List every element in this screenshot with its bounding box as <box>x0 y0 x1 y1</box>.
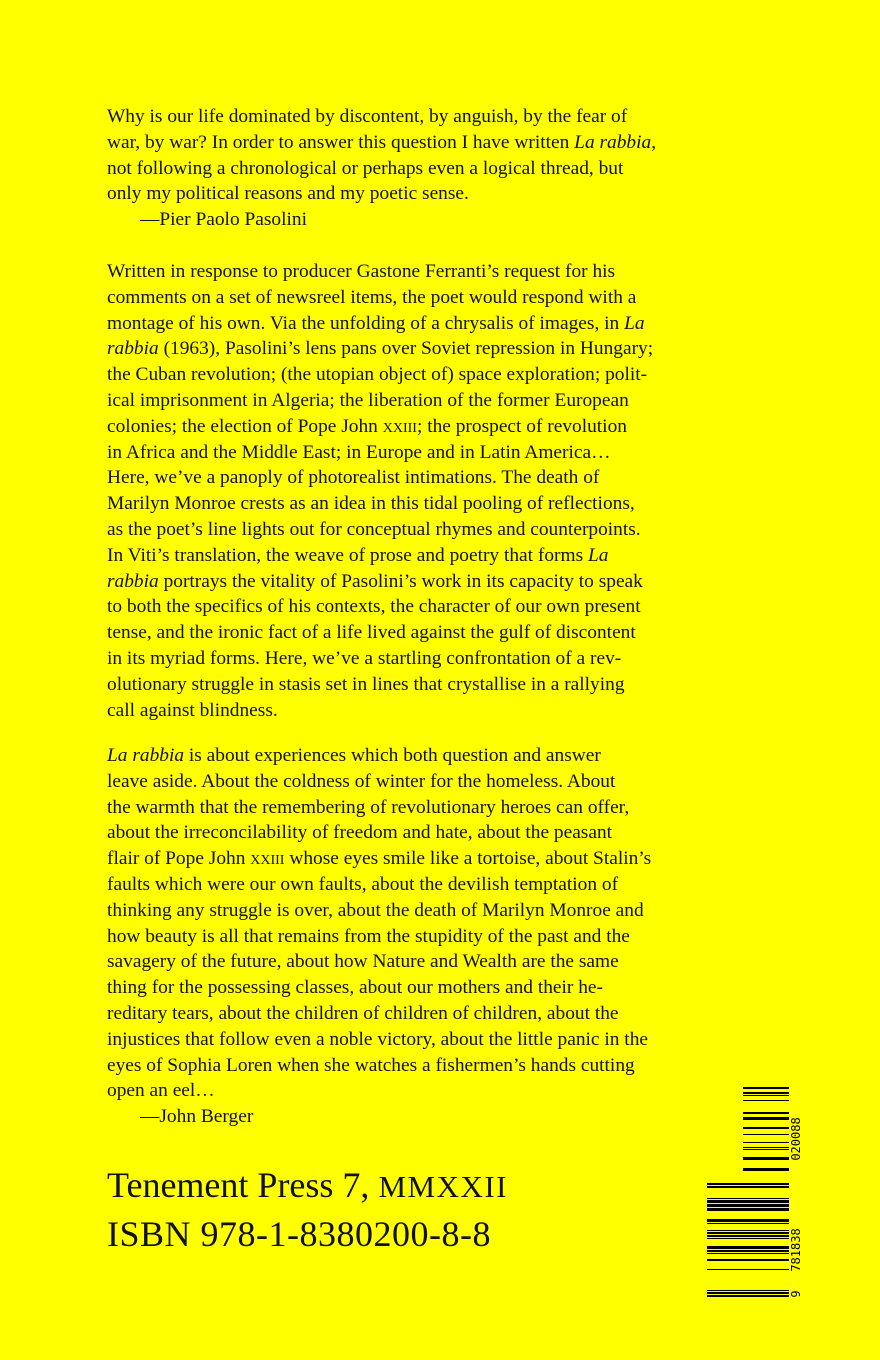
barcode-bar <box>707 1259 789 1261</box>
barcode-bar <box>707 1290 789 1291</box>
barcode-bar <box>743 1112 789 1114</box>
quote-line: war, by war? In order to answer this question I have written La rabbia, <box>107 131 657 153</box>
quote-line: not following a chronological or perhaps even a logical thread, but <box>107 157 624 179</box>
text-line: In Viti’s translation, the weave of prose and poetry that forms La <box>107 544 609 566</box>
barcode-addon-digits: 020088 <box>789 1117 803 1161</box>
barcode-bar <box>707 1253 789 1254</box>
text-line: tense, and the ironic fact of a life lived against the gulf of discontent <box>107 622 636 644</box>
barcode-bar <box>707 1208 789 1211</box>
barcode-bar <box>707 1223 789 1224</box>
text-line: thinking any struggle is over, about the death of Marilyn Monroe and <box>107 899 644 921</box>
text-line: open an eel… <box>107 1080 215 1102</box>
text-line: montage of his own. Via the unfolding of a chrysalis of images, in La <box>107 312 645 334</box>
text-line: Marilyn Monroe crests as an idea in this tidal pooling of reflections, <box>107 493 635 515</box>
text-line: in Africa and the Middle East; in Europe and in Latin America… <box>107 441 611 463</box>
text-line: call against blindness. <box>107 699 278 721</box>
quote-line: Why is our life dominated by discontent, by anguish, by the fear of <box>107 106 628 127</box>
barcode-main-digits: 781838 <box>789 1228 803 1272</box>
barcode-bar <box>707 1204 789 1207</box>
barcode-bar <box>743 1095 789 1096</box>
barcode-bar <box>707 1232 789 1234</box>
text-line: about the irreconcilability of freedom and hate, about the peasant <box>107 822 613 844</box>
text-line: reditary tears, about the children of children of children, about the <box>107 1002 619 1024</box>
berger-quote <box>107 743 767 1130</box>
book-title: La rabbia <box>574 131 652 153</box>
text-line: comments on a set of newsreel items, the poet would respond with a <box>107 286 637 308</box>
barcode-bar <box>707 1235 789 1237</box>
text-line: leave aside. About the coldness of winter for the homeless. About <box>107 770 616 792</box>
barcode-bar <box>743 1100 789 1101</box>
barcode-bar <box>743 1157 789 1160</box>
text-line: flair of Pope John xxiii whose eyes smile like a tortoise, about Stalin’s <box>107 848 652 870</box>
barcode-bar <box>743 1147 789 1148</box>
text-line: to both the specifics of his contexts, the character of our own present <box>107 596 641 618</box>
text-line: as the poet’s line lights out for conceptual rhymes and counterpoints. <box>107 518 641 540</box>
text-line: the warmth that the remembering of revolutionary heroes can offer, <box>107 796 630 818</box>
barcode-bar <box>707 1230 789 1231</box>
text-line: Here, we’ve a panoply of photorealist intimations. The death of <box>107 467 600 489</box>
barcode-bar <box>707 1246 789 1249</box>
barcode-bar <box>707 1200 789 1203</box>
text-line: Written in response to producer Gastone Ferranti’s request for his <box>107 261 616 282</box>
barcode-bar <box>743 1127 789 1129</box>
text-line: thing for the possessing classes, about our mothers and their he- <box>107 977 603 999</box>
barcode-bar <box>743 1134 789 1135</box>
barcode-bar <box>707 1238 789 1239</box>
text-line: ical imprisonment in Algeria; the liberation of the former European <box>107 389 629 411</box>
description-text <box>107 259 767 723</box>
text-line: the Cuban revolution; (the utopian object of) space exploration; polit- <box>107 364 648 386</box>
text-line: colonies; the election of Pope John xxiii; the prospect of revolution <box>107 415 627 437</box>
barcode-bar <box>707 1250 789 1252</box>
barcode-bar <box>743 1117 789 1120</box>
text-line: olutionary struggle in stasis set in lines that crystallise in a rallying <box>107 673 625 695</box>
text-line: rabbia portrays the vitality of Pasolini’s work in its capacity to speak <box>107 570 643 592</box>
text-line: savagery of the future, about how Nature and Wealth are the same <box>107 951 619 973</box>
barcode-bar <box>743 1168 789 1171</box>
barcode-bar <box>707 1295 789 1297</box>
barcode <box>707 1085 803 1303</box>
barcode-bar <box>743 1142 789 1143</box>
isbn-line: ISBN 978-1-8380200-8-8 <box>107 1214 491 1254</box>
barcode-bar <box>743 1149 789 1150</box>
quote-text <box>107 104 767 233</box>
barcode-bar <box>707 1292 789 1294</box>
barcode-bar <box>707 1183 789 1185</box>
text-line: injustices that follow even a noble victory, about the little panic in the <box>107 1028 648 1050</box>
quote-line: only my political reasons and my poetic sense. <box>107 183 469 205</box>
barcode-bar <box>707 1186 789 1188</box>
publisher-line: Tenement Press 7, MMXXII <box>107 1165 508 1205</box>
pasolini-quote <box>107 104 767 233</box>
barcode-bar <box>743 1092 789 1094</box>
quote-attribution: —John Berger <box>140 1106 254 1128</box>
barcode-lead-digit: 9 <box>789 1290 803 1298</box>
barcode-bar <box>743 1087 789 1089</box>
barcode-bar <box>707 1269 789 1270</box>
text-line: rabbia (1963), Pasolini’s lens pans over Soviet repression in Hungary; <box>107 338 654 360</box>
barcode-bar <box>707 1219 789 1222</box>
barcode-bar <box>707 1198 789 1199</box>
quote-attribution: —Pier Paolo Pasolini <box>140 209 307 231</box>
text-line: faults which were our own faults, about the devilish temptation of <box>107 873 619 895</box>
text-line: in its myriad forms. Here, we’ve a startling confrontation of a rev- <box>107 647 622 669</box>
text-line: how beauty is all that remains from the stupidity of the past and the <box>107 925 630 947</box>
text-line: eyes of Sophia Loren when she watches a fishermen’s hands cutting <box>107 1054 635 1076</box>
text-line: La rabbia is about experiences which both question and answer <box>107 745 601 766</box>
description-paragraph <box>107 259 767 723</box>
berger-text <box>107 743 767 1130</box>
